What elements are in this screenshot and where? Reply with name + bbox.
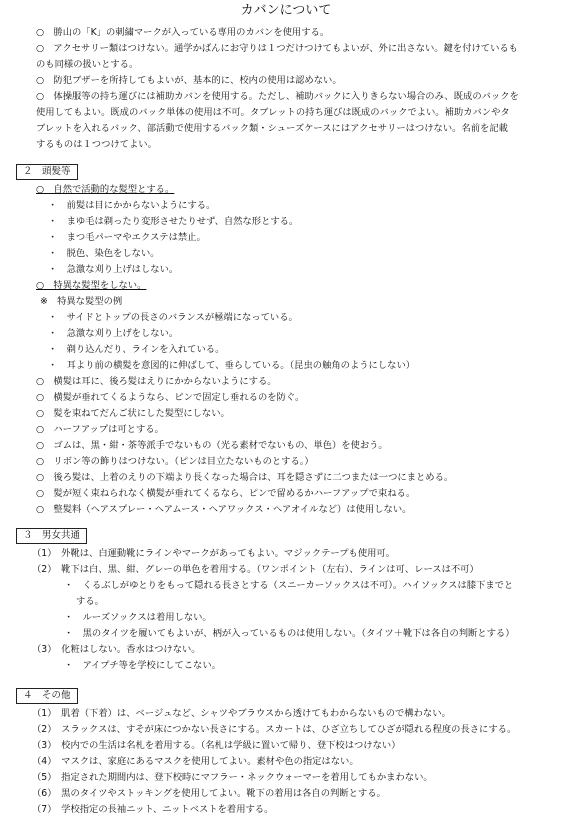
common-bullet-cont: する。 [76, 596, 104, 607]
hair-rule: ○ ハーフアップは可とする。 [36, 424, 164, 435]
common-rule-2: （2） 靴下は白、黒、紺、グレーの単色を着用する。（ワンポイント（左右）、ラインは可、レースは不可） [32, 564, 479, 575]
hair-rule: ○ 後ろ髪は、上着のえりの下端より長くなった場合は、耳を隠さずに二つまたは一つにまとめる。 [36, 472, 454, 483]
other-rule: （6） 黒のタイツやストッキングを使用してよい。靴下の着用は各自の判断とする。 [32, 788, 386, 799]
bag-rule-4-cont-3: するものは１つつけてよい。 [36, 139, 157, 150]
bag-rule-2-cont: のも同様の扱いとする。 [36, 59, 139, 70]
other-rule: （2） スラックスは、すそが床につかない長さにする。スカートは、ひざ立ちしてひざが隠れる程度の長さにする。 [32, 724, 517, 735]
common-bullet: ・ 黒のタイツを履いてもよいが、柄が入っているものは使用しない。（タイツ＋靴下は各自の判断とする） [64, 628, 515, 639]
hair-rule: ○ 横髪は耳に、後ろ髪はえりにかからないようにする。 [36, 376, 277, 387]
hair-bullet: ・ 急激な刈り上げはしない。 [48, 264, 179, 275]
hair-bullet: ・ まつ毛パーマやエクステは禁止。 [48, 232, 206, 243]
hair-rule: ○ 横髪が垂れてくるようなら、ピンで固定し垂れるのを防ぐ。 [36, 392, 305, 403]
page-title: カバンについて [240, 3, 332, 18]
common-bullet: ・ ルーズソックスは着用しない。 [64, 612, 212, 623]
hair-examples-note: ※ 特異な髪型の例 [40, 296, 123, 307]
other-rule: （7） 学校指定の長袖ニット、ニットベストを着用する。 [32, 804, 274, 815]
other-rule: （4） マスクは、家庭にあるマスクを使用してよい。素材や色の指定はない。 [32, 756, 359, 767]
hair-example: ・ サイドとトップの長さのバランスが極端になっている。 [48, 312, 298, 323]
bag-rule-3: ○ 防犯ブザーを所持してもよいが、基本的に、校内の使用は認めない。 [36, 75, 342, 86]
common-bullet: ・ アイプチ等を学校にしてこない。 [64, 660, 221, 671]
section-heading-other: ４ その他 [16, 688, 78, 704]
common-rule-1: （1） 外靴は、白運動靴にラインやマークがあってもよい。マジックテープも使用可。 [32, 548, 396, 559]
hair-rule: ○ 髪が短く束ねられなく横髪が垂れてくるなら、ピンで留めるかハーフアップで束ねる。 [36, 488, 416, 499]
hair-rule: ○ 整髪料（ヘアスプレー・ヘアムース・ヘアワックス・ヘアオイルなど）は使用しない。 [36, 504, 412, 515]
hair-rule: ○ ゴムは、黒・紺・茶等派手でないもの（光る素材でないもの、単色）を使おう。 [36, 440, 388, 451]
hair-example: ・ 急激な刈り上げをしない。 [48, 328, 179, 339]
hair-rule: ○ リボン等の飾りはつけない。（ピンは目立たないものとする。） [36, 456, 314, 467]
hair-example: ・ 耳より前の横髪を意図的に伸ばして、垂らしている。（昆虫の触角のようにしない） [48, 360, 416, 371]
other-rule: （3） 校内での生活は名札を着用する。（名札は学級に置いて帰り、登下校はつけない） [32, 740, 401, 751]
hair-bullet: ・ 前髪は目にかからないようにする。 [48, 200, 216, 211]
common-bullet: ・ くるぶしがゆとりをもって隠れる長さとする（スニーカーソックスは不可）。ハイソックスは膝下までと [64, 580, 514, 591]
hair-rule-natural: ○ 自然で活動的な髪型とする。 [36, 184, 175, 195]
bag-rule-4: ○ 体操服等の持ち運びには補助カバンを使用する。ただし、補助バックに入りきらない場合のみ、既成のバックを [36, 91, 519, 102]
hair-rule: ○ 髪を束ねてだんご状にした髪型にしない。 [36, 408, 230, 419]
section-heading-hair: ２ 頭髪等 [16, 164, 78, 180]
hair-example: ・ 剃り込んだり、ラインを入れている。 [48, 344, 225, 355]
hair-bullet: ・ まゆ毛は剃ったり変形させたりせず、自然な形とする。 [48, 216, 299, 227]
section-heading-common: ３ 男女共通 [16, 528, 87, 544]
common-rule-3: （3） 化粧はしない。香水はつけない。 [32, 644, 201, 655]
hair-rule-unusual: ○ 特異な髪型をしない。 [36, 280, 147, 291]
bag-rule-2: ○ アクセサリー類はつけない。通学かばんにお守りは１つだけつけてもよいが、外に出さない。鍵を付けているも [36, 43, 518, 54]
other-rule: （1） 肌着（下着）は、ベージュなど、シャツやブラウスから透けてもわからないもので構わない。 [32, 708, 451, 719]
bag-rule-4-cont-2: ブレットを入れるバック、部活動で使用するバック類・シューズケースにはアクセサリーはつけない。名前を記載 [36, 123, 508, 134]
other-rule: （5） 指定された期間内は、登下校時にマフラー・ネックウォーマーを着用してもかまわない。 [32, 772, 433, 783]
bag-rule-1: ○ 勝山の「K」の刺繍マークが入っている専用のカバンを使用する。 [36, 27, 330, 38]
bag-rule-4-cont-1: 使用してもよい。既成のバック単体の使用は不可。タブレットの持ち運びは既成のバックでよい。補助カバンやタ [36, 107, 510, 118]
hair-bullet: ・ 脱色、染色をしない。 [48, 248, 160, 259]
